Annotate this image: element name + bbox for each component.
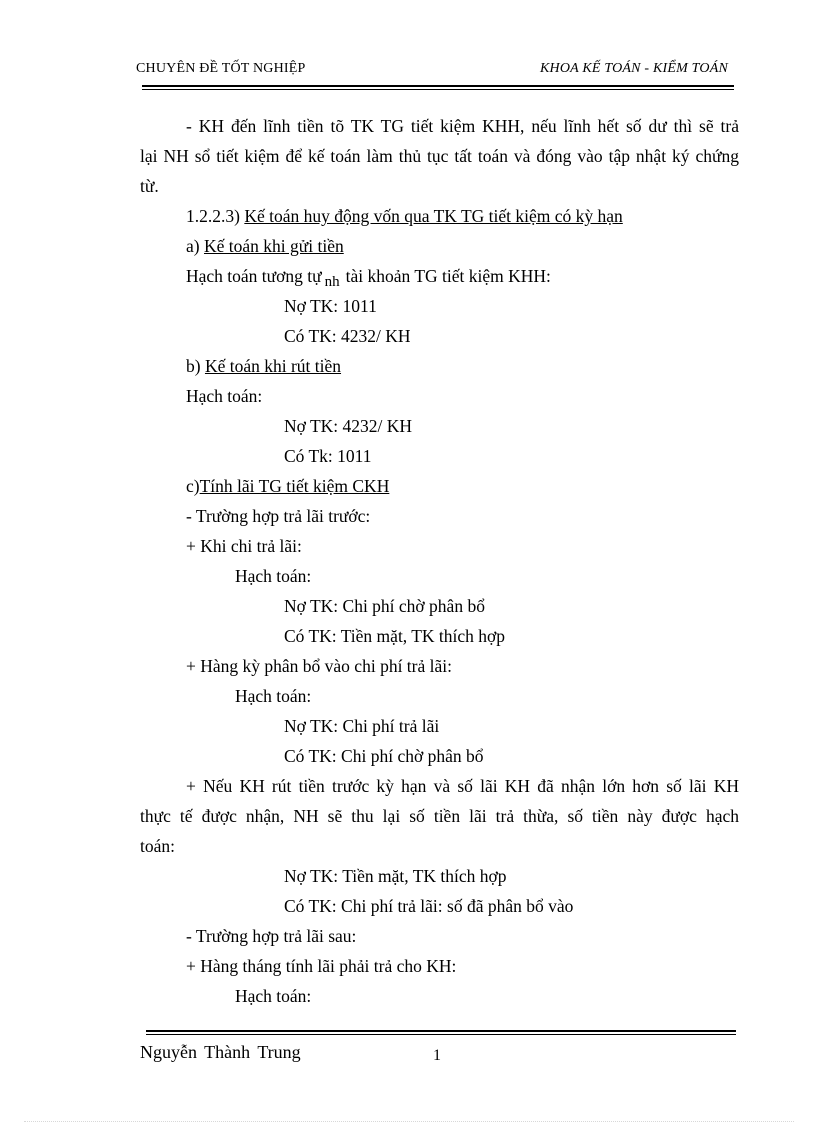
text-fragment: nh: [324, 274, 340, 290]
paragraph-line: thực tế được nhận, NH sẽ thu lại số tiền lãi trả thừa, số tiền này được hạch: [140, 806, 739, 826]
section-title: Kế toán huy động vốn qua TK TG tiết kiệm có kỳ hạn: [244, 206, 623, 226]
footer-divider: [146, 1030, 736, 1035]
paragraph-line: - KH đến lĩnh tiền tõ TK TG tiết kiệm KHH, nếu lĩnh hết số dư thì sẽ trả: [186, 116, 739, 136]
entry-debit: Nợ TK: Chi phí trả lãi: [284, 716, 440, 736]
header-title-left: CHUYÊN ĐỀ TỐT NGHIỆP: [136, 61, 306, 76]
paragraph-line: lại NH sổ tiết kiệm để kế toán làm thủ tục tất toán và đóng vào tập nhật ký chứng: [140, 146, 739, 166]
text-fragment: Hạch toán tương tự: [186, 266, 322, 286]
subheading-a: [186, 235, 344, 257]
entry-debit: Nợ TK: Tiền mặt, TK thích hợp: [284, 866, 507, 886]
subheading-title: Kế toán khi gửi tiền: [203, 236, 344, 256]
subheading-prefix: b): [186, 356, 201, 376]
entry-credit: Có TK: Chi phí chờ phân bổ: [284, 746, 484, 766]
text-line: Hạch toán:: [235, 686, 312, 706]
subheading-title: Tính lãi TG tiết kiệm CKH: [199, 476, 390, 496]
text-line: - Trường hợp trả lãi sau:: [186, 926, 357, 946]
footer-author: Nguyễn Thành Trung: [140, 1042, 301, 1062]
subheading-prefix: a): [186, 236, 200, 256]
subheading-prefix: c): [186, 476, 200, 496]
text-line: [186, 265, 551, 290]
page-number: 1: [433, 1047, 441, 1064]
entry-debit: Nợ TK: Chi phí chờ phân bổ: [284, 596, 485, 616]
paragraph-line: + Nếu KH rút tiền trước kỳ hạn và số lãi KH đã nhận lớn hơn số lãi KH: [186, 776, 739, 796]
entry-debit: Nợ TK: 1011: [284, 296, 377, 316]
entry-credit: Có Tk: 1011: [284, 446, 372, 466]
text-fragment: tài khoản TG tiết kiệm KHH:: [345, 266, 551, 286]
subheading-b: [186, 355, 341, 377]
entry-credit: Có TK: 4232/ KH: [284, 326, 411, 346]
text-line: Hạch toán:: [235, 566, 312, 586]
paragraph-line: từ.: [140, 176, 159, 196]
subheading-title: Kế toán khi rút tiền: [204, 356, 342, 376]
text-line: - Trường hợp trả lãi trước:: [186, 506, 371, 526]
section-heading: [186, 205, 623, 227]
paragraph-line: toán:: [140, 836, 175, 856]
text-line: + Khi chi trả lãi:: [186, 536, 302, 556]
text-line: + Hàng kỳ phân bổ vào chi phí trả lãi:: [186, 656, 452, 676]
subheading-c: [186, 475, 389, 497]
text-line: Hạch toán:: [186, 386, 263, 406]
text-line: Hạch toán:: [235, 986, 312, 1006]
header-title-right: KHOA KẾ TOÁN - KIỂM TOÁN: [540, 61, 728, 76]
text-line: + Hàng tháng tính lãi phải trả cho KH:: [186, 956, 457, 976]
section-number: 1.2.2.3): [186, 206, 240, 226]
header-divider: [142, 85, 734, 90]
entry-credit: Có TK: Tiền mặt, TK thích hợp: [284, 626, 506, 646]
entry-debit: Nợ TK: 4232/ KH: [284, 416, 413, 436]
entry-credit: Có TK: Chi phí trả lãi: số đã phân bổ vào: [284, 896, 574, 916]
page-edge-divider: [24, 1121, 794, 1122]
